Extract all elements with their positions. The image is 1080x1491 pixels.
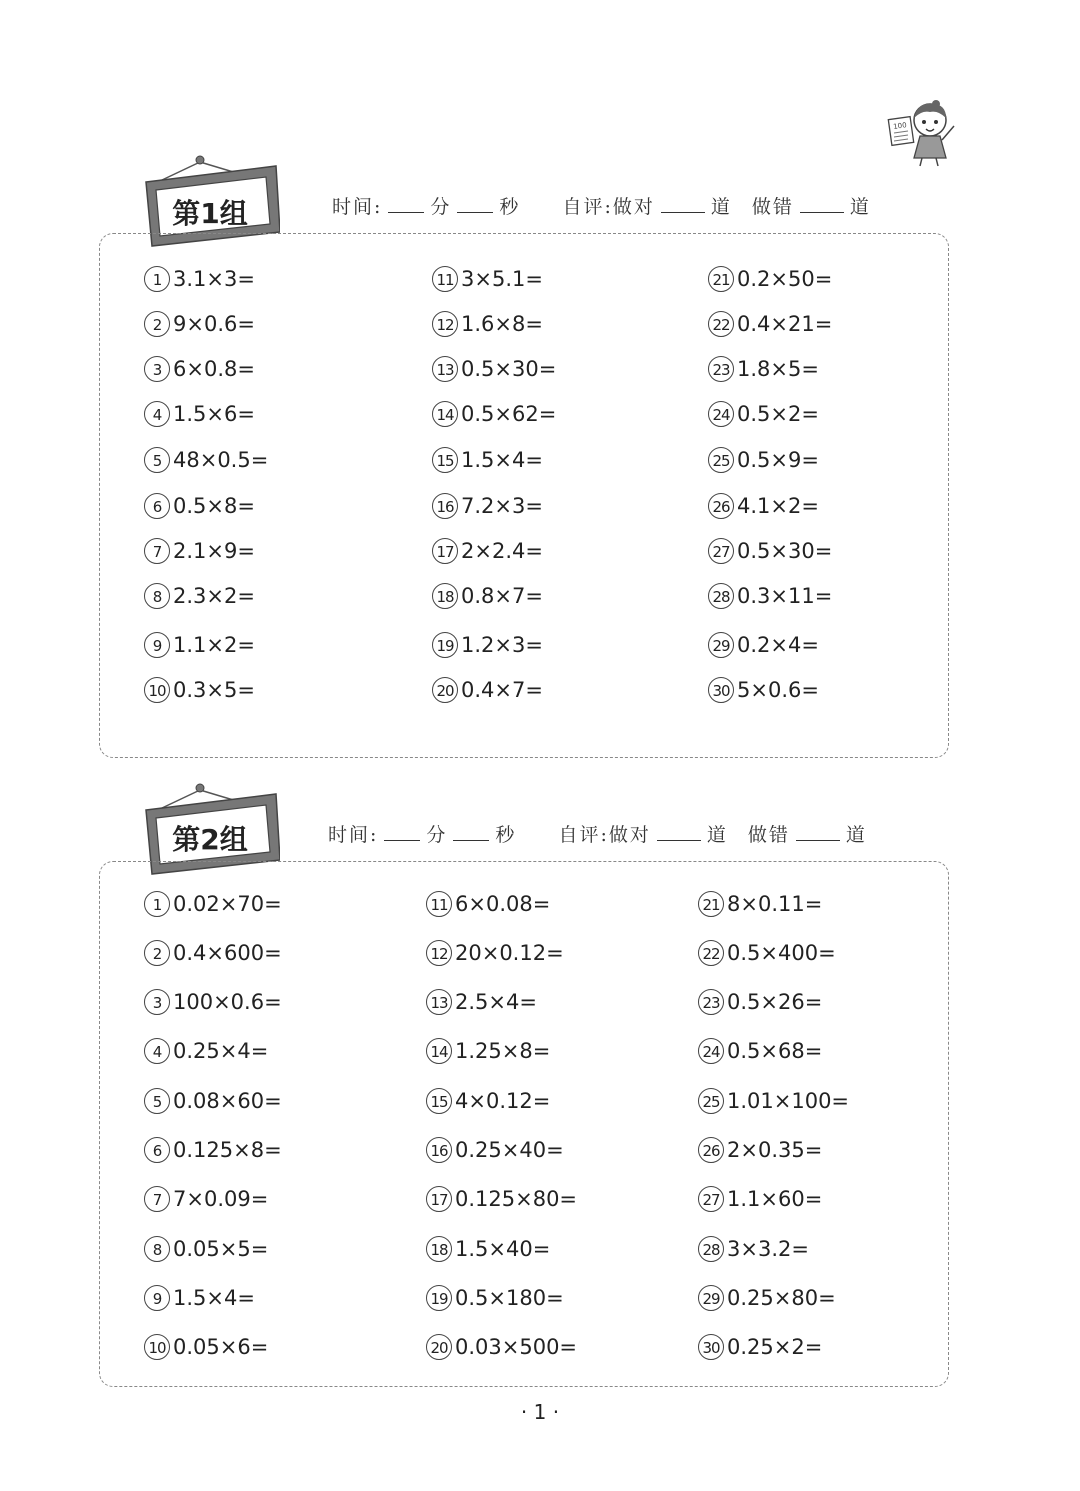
problem-expression: 0.5×30= — [461, 357, 557, 381]
problem-expression: 0.5×8= — [173, 494, 255, 518]
unit-label: 道 — [845, 824, 867, 846]
problem-expression: 20×0.12= — [455, 941, 564, 965]
problem-expression: 0.03×500= — [455, 1335, 578, 1359]
problem-expression: 1.01×100= — [727, 1089, 850, 1113]
unit-label: 道 — [849, 196, 871, 218]
problem-number: 1 — [144, 891, 170, 917]
problem-number: 30 — [708, 677, 734, 703]
problem-number: 1 — [144, 266, 170, 292]
problem-expression: 4.1×2= — [737, 494, 819, 518]
problem-item — [144, 632, 255, 658]
problem-number: 26 — [698, 1137, 724, 1163]
problem-number: 18 — [432, 583, 458, 609]
problem-number: 12 — [432, 311, 458, 337]
problem-expression: 0.5×2= — [737, 402, 819, 426]
problem-expression: 2.5×4= — [455, 990, 537, 1014]
problem-number: 11 — [426, 891, 452, 917]
problem-number: 29 — [698, 1285, 724, 1311]
seconds-label: 秒 — [499, 196, 521, 218]
problem-expression: 7.2×3= — [461, 494, 543, 518]
problem-number: 23 — [708, 356, 734, 382]
record-line — [332, 192, 871, 219]
wrong-count-blank[interactable] — [800, 198, 844, 213]
wrong-count-blank[interactable] — [796, 826, 840, 841]
problem-item — [708, 538, 832, 564]
problem-item — [698, 1334, 822, 1360]
problem-expression: 0.25×80= — [727, 1286, 836, 1310]
page-number: · 1 · — [520, 1400, 560, 1424]
problem-item — [432, 538, 543, 564]
problem-number: 4 — [144, 1038, 170, 1064]
problem-item — [426, 1334, 577, 1360]
problem-expression: 2.1×9= — [173, 539, 255, 563]
problem-number: 13 — [426, 989, 452, 1015]
problem-item — [144, 677, 255, 703]
problem-expression: 1.25×8= — [455, 1039, 551, 1063]
problem-expression: 1.5×4= — [173, 1286, 255, 1310]
problem-item — [708, 677, 819, 703]
problem-expression: 0.8×7= — [461, 584, 543, 608]
problem-expression: 0.25×40= — [455, 1138, 564, 1162]
problem-expression: 1.1×2= — [173, 633, 255, 657]
seconds-label: 秒 — [495, 824, 517, 846]
problem-expression: 0.5×68= — [727, 1039, 823, 1063]
problem-item — [144, 356, 255, 382]
problem-item — [426, 1186, 577, 1212]
problem-expression: 1.2×3= — [461, 633, 543, 657]
problem-number: 5 — [144, 1088, 170, 1114]
problem-number: 8 — [144, 583, 170, 609]
problem-item — [426, 989, 537, 1015]
problem-item — [144, 266, 255, 292]
wrong-label: 做错 — [747, 824, 790, 846]
problem-item — [708, 266, 832, 292]
problem-expression: 0.5×400= — [727, 941, 836, 965]
problem-item — [144, 1236, 268, 1262]
problem-number: 27 — [698, 1186, 724, 1212]
girl-mascot-icon — [886, 96, 962, 170]
self-eval-label: 自评:做对 — [558, 824, 651, 846]
problem-item — [426, 1038, 550, 1064]
problem-item — [426, 891, 550, 917]
problem-item — [144, 989, 282, 1015]
group-title-sign — [140, 778, 280, 860]
problem-item — [432, 401, 556, 427]
problem-expression: 3.1×3= — [173, 267, 255, 291]
problem-item — [698, 891, 822, 917]
problem-item — [708, 311, 832, 337]
correct-count-blank[interactable] — [657, 826, 701, 841]
problem-number: 4 — [144, 401, 170, 427]
problem-number: 2 — [144, 311, 170, 337]
problem-number: 10 — [144, 677, 170, 703]
correct-count-blank[interactable] — [661, 198, 705, 213]
problem-expression: 0.4×7= — [461, 678, 543, 702]
problem-expression: 0.2×50= — [737, 267, 833, 291]
problem-number: 26 — [708, 493, 734, 519]
problem-item — [698, 940, 836, 966]
problem-expression: 0.125×80= — [455, 1187, 578, 1211]
problem-item — [698, 989, 822, 1015]
problem-number: 8 — [144, 1236, 170, 1262]
problem-item — [698, 1038, 822, 1064]
problem-expression: 1.5×6= — [173, 402, 255, 426]
problem-number: 3 — [144, 989, 170, 1015]
problem-expression: 0.2×4= — [737, 633, 819, 657]
problem-number: 2 — [144, 940, 170, 966]
problem-number: 9 — [144, 632, 170, 658]
problem-item — [144, 447, 268, 473]
problem-number: 25 — [698, 1088, 724, 1114]
problem-number: 27 — [708, 538, 734, 564]
problem-item — [708, 447, 819, 473]
problem-expression: 6×0.08= — [455, 892, 551, 916]
problem-number: 9 — [144, 1285, 170, 1311]
problem-expression: 0.05×5= — [173, 1237, 269, 1261]
problem-item — [144, 1285, 255, 1311]
problem-number: 13 — [432, 356, 458, 382]
problem-number: 24 — [708, 401, 734, 427]
problem-number: 17 — [432, 538, 458, 564]
problem-expression: 100×0.6= — [173, 990, 282, 1014]
problem-expression: 9×0.6= — [173, 312, 255, 336]
problem-expression: 1.1×60= — [727, 1187, 823, 1211]
problem-expression: 3×3.2= — [727, 1237, 809, 1261]
problem-expression: 6×0.8= — [173, 357, 255, 381]
minutes-label: 分 — [426, 824, 448, 846]
problem-item — [708, 356, 819, 382]
problem-expression: 0.25×4= — [173, 1039, 269, 1063]
problem-item — [432, 447, 543, 473]
group-title: 第1组 — [172, 197, 248, 230]
problem-expression: 0.02×70= — [173, 892, 282, 916]
problem-expression: 2×0.35= — [727, 1138, 823, 1162]
wrong-label: 做错 — [751, 196, 794, 218]
problem-item — [144, 493, 255, 519]
problem-item — [708, 583, 832, 609]
problem-number: 19 — [426, 1285, 452, 1311]
problem-number: 20 — [426, 1334, 452, 1360]
problem-number: 25 — [708, 447, 734, 473]
problem-number: 21 — [708, 266, 734, 292]
problem-expression: 0.5×26= — [727, 990, 823, 1014]
problem-expression: 7×0.09= — [173, 1187, 269, 1211]
problem-expression: 1.5×40= — [455, 1237, 551, 1261]
problem-item — [426, 1088, 550, 1114]
group-title-sign — [140, 150, 280, 232]
problem-item — [432, 677, 543, 703]
problem-number: 11 — [432, 266, 458, 292]
time-label: 时间: — [332, 196, 383, 218]
problem-item — [144, 583, 255, 609]
problem-expression: 5×0.6= — [737, 678, 819, 702]
problem-item — [432, 493, 543, 519]
problem-number: 29 — [708, 632, 734, 658]
problem-item — [708, 632, 819, 658]
problem-expression: 2.3×2= — [173, 584, 255, 608]
problem-item — [432, 266, 543, 292]
problem-expression: 0.5×9= — [737, 448, 819, 472]
seconds-blank[interactable] — [457, 198, 493, 213]
problem-number: 12 — [426, 940, 452, 966]
problem-expression: 0.125×8= — [173, 1138, 282, 1162]
problem-number: 24 — [698, 1038, 724, 1064]
problem-item — [432, 356, 556, 382]
problem-expression: 1.5×4= — [461, 448, 543, 472]
problem-expression: 0.05×6= — [173, 1335, 269, 1359]
problem-number: 22 — [708, 311, 734, 337]
problem-number: 7 — [144, 538, 170, 564]
problem-expression: 8×0.11= — [727, 892, 823, 916]
problem-number: 6 — [144, 493, 170, 519]
problem-number: 14 — [432, 401, 458, 427]
problem-expression: 1.8×5= — [737, 357, 819, 381]
problem-number: 17 — [426, 1186, 452, 1212]
problem-number: 20 — [432, 677, 458, 703]
problem-item — [698, 1088, 849, 1114]
problem-item — [698, 1285, 836, 1311]
problem-number: 5 — [144, 447, 170, 473]
problem-expression: 2×2.4= — [461, 539, 543, 563]
problem-expression: 0.5×180= — [455, 1286, 564, 1310]
problem-item — [708, 401, 819, 427]
problem-number: 16 — [432, 493, 458, 519]
problem-number: 15 — [432, 447, 458, 473]
problem-item — [144, 1038, 268, 1064]
problem-item — [426, 1236, 550, 1262]
problem-number: 22 — [698, 940, 724, 966]
problem-item — [698, 1137, 822, 1163]
problem-number: 15 — [426, 1088, 452, 1114]
problem-item — [426, 940, 564, 966]
problem-item — [432, 583, 543, 609]
problem-number: 21 — [698, 891, 724, 917]
unit-label: 道 — [706, 824, 728, 846]
problem-item — [698, 1186, 822, 1212]
problem-number: 14 — [426, 1038, 452, 1064]
problem-number: 19 — [432, 632, 458, 658]
self-eval-label: 自评:做对 — [562, 196, 655, 218]
record-line — [328, 820, 867, 847]
problem-expression: 4×0.12= — [455, 1089, 551, 1113]
problem-number: 28 — [698, 1236, 724, 1262]
problem-item — [144, 891, 282, 917]
problem-item — [144, 1186, 268, 1212]
minutes-blank[interactable] — [384, 826, 420, 841]
minutes-blank[interactable] — [388, 198, 424, 213]
problem-expression: 1.6×8= — [461, 312, 543, 336]
problem-expression: 0.4×600= — [173, 941, 282, 965]
problem-item — [426, 1137, 564, 1163]
problem-expression: 0.4×21= — [737, 312, 833, 336]
problem-item — [708, 493, 819, 519]
problem-number: 16 — [426, 1137, 452, 1163]
problem-number: 30 — [698, 1334, 724, 1360]
problem-number: 10 — [144, 1334, 170, 1360]
group-title: 第2组 — [172, 823, 248, 856]
problem-item — [144, 1137, 282, 1163]
problem-expression: 0.5×62= — [461, 402, 557, 426]
problem-item — [144, 1334, 268, 1360]
problem-expression: 0.3×11= — [737, 584, 833, 608]
time-label: 时间: — [328, 824, 379, 846]
problem-expression: 0.3×5= — [173, 678, 255, 702]
problem-number: 28 — [708, 583, 734, 609]
problem-number: 3 — [144, 356, 170, 382]
problem-expression: 0.5×30= — [737, 539, 833, 563]
problem-number: 6 — [144, 1137, 170, 1163]
problem-item — [144, 538, 255, 564]
seconds-blank[interactable] — [453, 826, 489, 841]
problem-item — [432, 632, 543, 658]
problem-expression: 0.08×60= — [173, 1089, 282, 1113]
unit-label: 道 — [710, 196, 732, 218]
problem-expression: 3×5.1= — [461, 267, 543, 291]
minutes-label: 分 — [430, 196, 452, 218]
problem-expression: 0.25×2= — [727, 1335, 823, 1359]
problem-expression: 48×0.5= — [173, 448, 269, 472]
problem-item — [698, 1236, 809, 1262]
problem-item — [426, 1285, 564, 1311]
problem-item — [432, 311, 543, 337]
problem-item — [144, 940, 282, 966]
svg-text:100: 100 — [892, 121, 908, 131]
problem-number: 7 — [144, 1186, 170, 1212]
problem-number: 18 — [426, 1236, 452, 1262]
problem-number: 23 — [698, 989, 724, 1015]
problem-item — [144, 1088, 282, 1114]
problem-item — [144, 401, 255, 427]
problem-item — [144, 311, 255, 337]
